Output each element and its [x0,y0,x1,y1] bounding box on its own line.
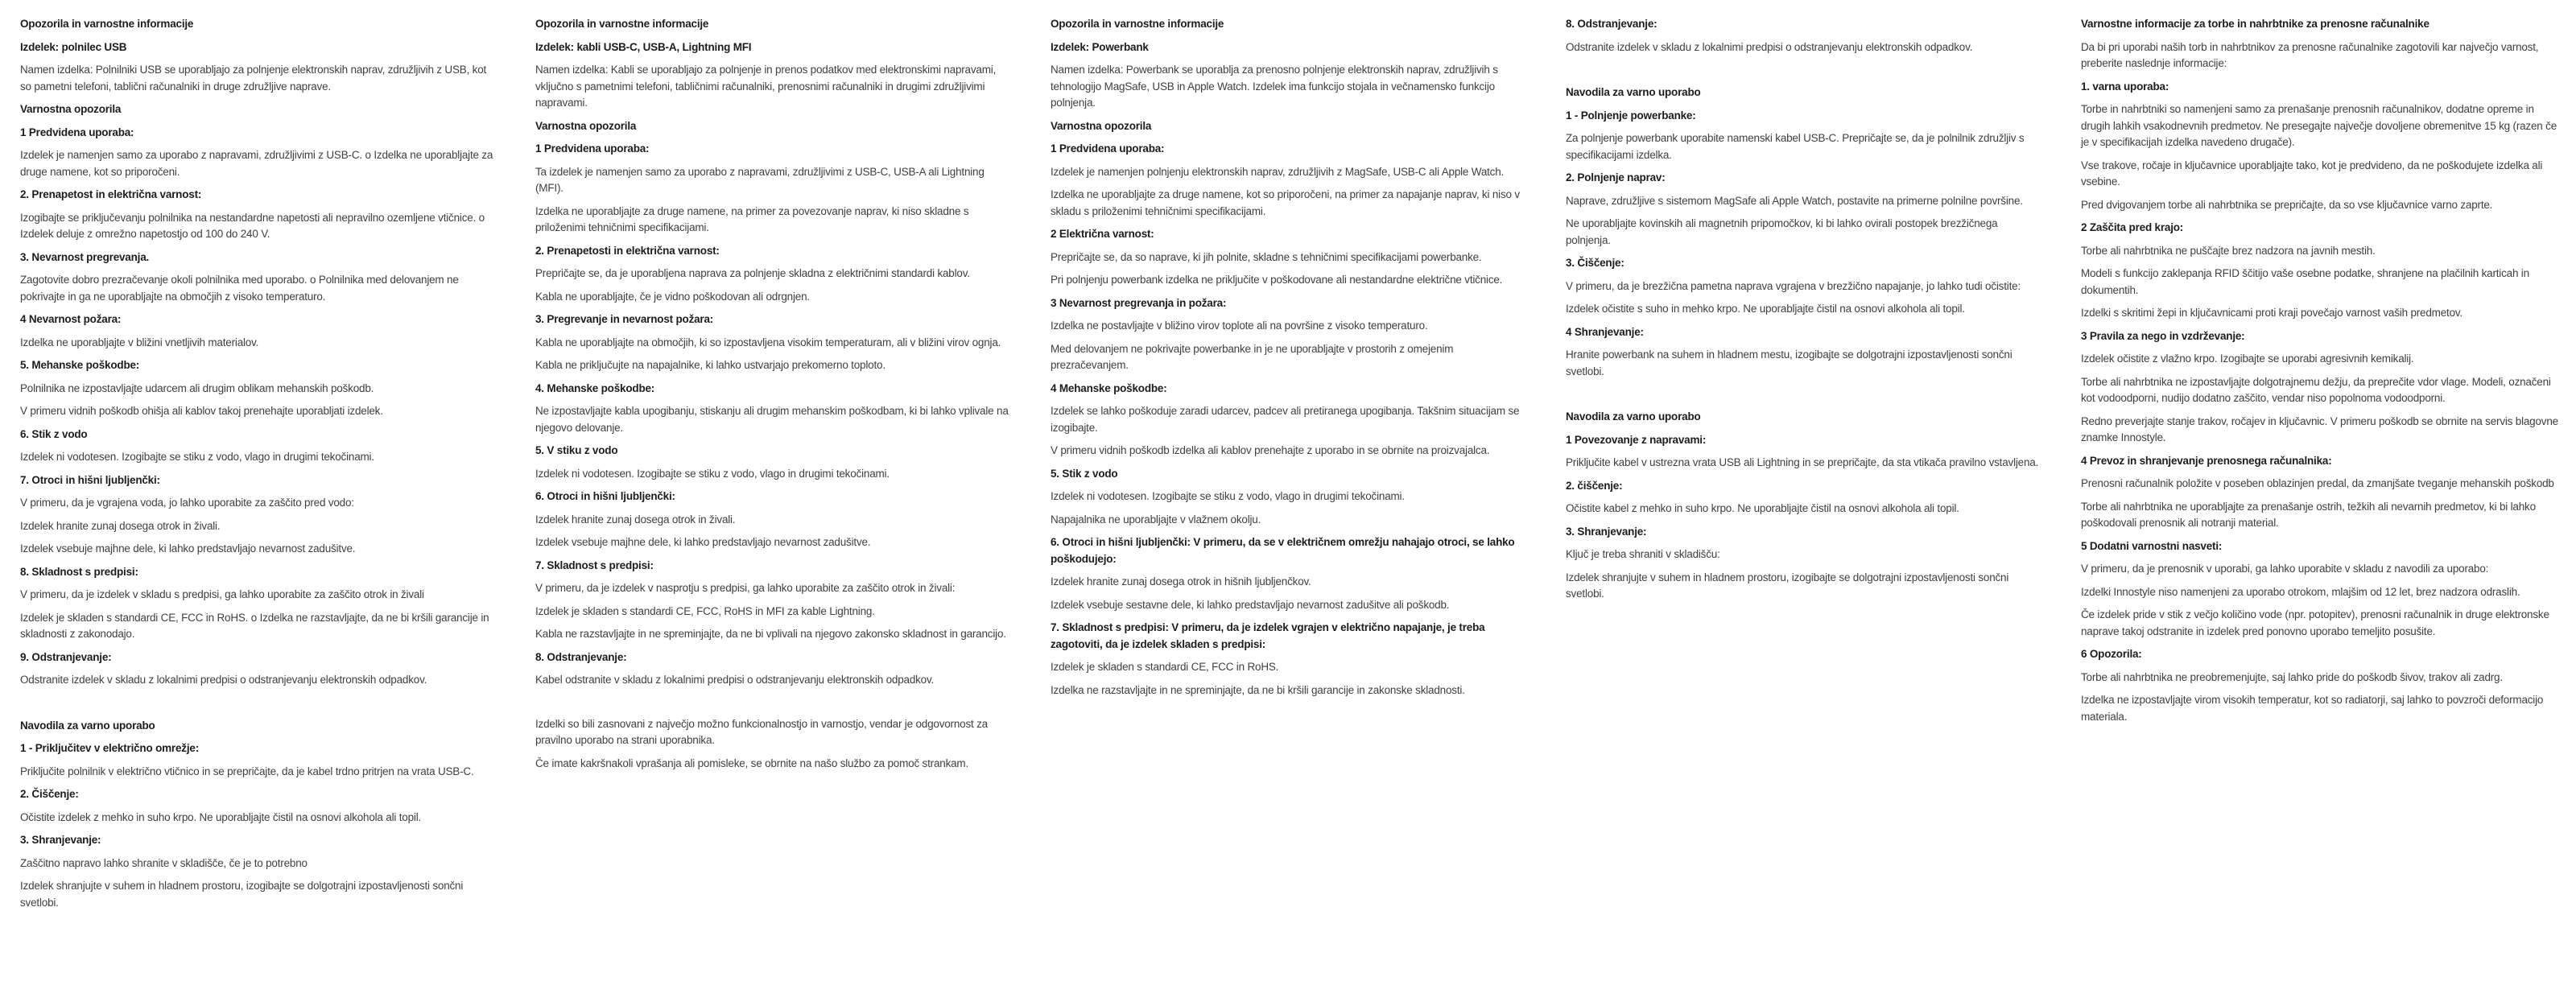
paragraph: Izdelek ni vodotesen. Izogibajte se stiku z vodo, vlago in drugimi tekočinami. [535,467,890,480]
page-title: Opozorila in varnostne informacije [535,18,709,30]
section-title: Izdelek: polnilec USB [20,40,127,53]
column-powerbank-warnings [1051,14,1528,1006]
paragraph: Izdelek je namenjen polnjenju elektronskih naprav, združljivih z MagSafe, USB-C ali Apple Watch. [1051,165,1505,178]
paragraph: Napajalnika ne uporabljajte v vlažnem okolju. [1051,513,1261,526]
item-heading: 7. Otroci in hišni ljubljenčki: [20,473,160,486]
item-heading: 1 Povezovanje z napravami: [1566,433,1707,446]
paragraph: Odstranite izdelek v skladu z lokalnimi predpisi o odstranjevanju elektronskih odpadkov. [20,674,427,686]
item-heading: 4 Mehanske poškodbe: [1051,381,1167,394]
item-heading: 6. Otroci in hišni ljubljenčki: V primeru, da se v električnem omrežju nahajajo otroci, se lahko poškodujejo: [1051,536,1515,565]
section-title: Navodila za varno uporabo [1566,410,1701,423]
paragraph: Redno preverjajte stanje trakov, ročajev in ključavnic. V primeru poškodb se obrnite na servis blagovne znamke Innostyle. [2081,414,2558,443]
paragraph: Prepričajte se, da je uporabljena naprava za polnjenje skladna z električnimi standardi kablov. [535,267,970,279]
item-heading: 1 Predvidena uporaba: [535,142,650,155]
item-heading: 5. Mehanske poškodbe: [20,359,140,371]
item-heading: 9. Odstranjevanje: [20,650,112,663]
column-usb-charger-warnings [20,14,497,1006]
item-heading: 3. Čiščenje: [1566,257,1624,269]
paragraph: Hranite powerbank na suhem in hladnem mestu, izogibajte se dolgotrajni izpostavljenosti sončni svetlobi. [1566,348,2013,377]
item-heading: 2. čiščenje: [1566,479,1623,492]
paragraph: Izdelek se lahko poškoduje zaradi udarcev, padcev ali pretiranega upogibanja. Takšnim situacijam se izogibajte. [1051,405,1520,434]
paragraph: Zagotovite dobro prezračevanje okoli polnilnika med uporabo. o Polnilnika med delovanjem ne pokrivajte in ga ne uporabljajte na območjih z visoko temperaturo. [20,274,459,303]
paragraph: Izdelek je skladen s standardi CE, FCC, RoHS in MFI za kable Lightning. [535,604,875,617]
paragraph: V primeru, da je vgrajena voda, jo lahko uporabite za zaščito pred vodo: [20,497,354,509]
paragraph: Izdelek ni vodotesen. Izogibajte se stiku z vodo, vlago in drugimi tekočinami. [1051,490,1405,502]
paragraph: Torbe in nahrbtniki so namenjeni samo za prenašanje prenosnih računalnikov, dodatne opreme in drugih lahkih vsakodnevnih predmetov. Ne presegajte največje dovoljene obremenitve 15 kg (razen če je v specifikacijah izdelka navedeno drugače). [2081,103,2557,148]
paragraph: Za polnjenje powerbank uporabite namenski kabel USB-C. Prepričajte se, da je polnilnik združljiv s specifikacijami izdelka. [1566,132,2025,161]
section-title: Izdelek: Powerbank [1051,40,1149,53]
paragraph: Kabla ne uporabljajte na območjih, ki so izpostavljena visokim temperaturam, ali v bližini virov ognja. [535,336,1001,348]
paragraph: V primeru, da je izdelek v nasprotju s predpisi, ga lahko uporabite za zaščito otrok in živali: [535,582,956,594]
section-title: Varnostna opozorila [20,103,122,115]
item-heading: 5 Dodatni varnostni nasveti: [2081,539,2223,552]
section-title: Varnostna opozorila [1051,119,1152,132]
item-heading: 3 Pravila za nego in vzdrževanje: [2081,329,2245,342]
column-powerbank-usage-continued [1566,14,2043,1006]
item-heading: 3. Shranjevanje: [20,834,101,846]
page-title: Opozorila in varnostne informacije [1051,18,1224,30]
item-heading: 2. Čiščenje: [20,788,79,800]
paragraph: V primeru vidnih poškodb ohišja ali kablov takoj prenehajte uporabljati izdelek. [20,405,383,417]
section-gap [535,695,1013,716]
item-heading: 2. Prenapetost in električna varnost: [20,188,202,200]
item-heading: 5. Stik z vodo [1051,467,1118,480]
paragraph: Torbe ali nahrbtnika ne izpostavljajte dolgotrajnemu dežju, da preprečite vdor vlage. Modeli, označeni kot vodoodporni, nudijo dodatno zaščito, vendar niso popolnoma vodoodporni. [2081,375,2551,404]
item-heading: 4 Prevoz in shranjevanje prenosnega računalnika: [2081,454,2332,467]
item-heading: 1 Predvidena uporaba: [1051,142,1165,155]
paragraph: Izdelka ne uporabljajte v bližini vnetljivih materialov. [20,336,259,348]
paragraph: Kabla ne uporabljajte, če je vidno poškodovan ali odrgnjen. [535,290,810,303]
paragraph: Izdelek hranite zunaj dosega otrok in živali. [20,519,221,532]
paragraph: Namen izdelka: Polnilniki USB se uporabljajo za polnjenje elektronskih naprav, združljivih z USB, kot so pametni telefoni, tablični računalniki in druge združljive naprave. [20,64,487,93]
item-heading: 6 Opozorila: [2081,648,2142,660]
paragraph: Izdelek hranite zunaj dosega otrok in živali. [535,513,736,526]
paragraph: Če izdelek pride v stik z večjo količino vode (npr. potopitev), prenosni računalnik in druge elektronske naprave takoj odstranite in izdelek pred ponovno uporabo temeljito posušite. [2081,608,2549,637]
column-cables-warnings [535,14,1013,1006]
paragraph: Izdelka ne postavljajte v bližino virov toplote ali na površine z visoko temperaturo. [1051,320,1428,332]
paragraph: Ne izpostavljajte kabla upogibanju, stiskanju ali drugim mehanskim poškodbam, ki bi lahko vplivale na njegovo delovanje. [535,405,1009,434]
item-heading: 8. Odstranjevanje: [535,650,627,663]
paragraph: Modeli s funkcijo zaklepanja RFID ščitijo vaše osebne podatke, shranjene na plačilnih karticah in dokumentih. [2081,267,2529,296]
paragraph: Izdelka ne uporabljajte za druge namene, kot so priporočeni, na primer za napajanje naprav, ki niso v skladu s priloženimi tehničnimi specifikacijami. [1051,188,1520,217]
paragraph: Izdelek očistite z vlažno krpo. Izogibajte se uporabi agresivnih kemikalij. [2081,353,2414,365]
item-heading: 2. Prenapetosti in električna varnost: [535,244,720,257]
paragraph: Izdelka ne izpostavljajte virom visokih temperatur, kot so radiatorji, saj lahko to povzroči deformacijo materiala. [2081,694,2544,723]
section-title: Navodila za varno uporabo [1566,86,1701,98]
paragraph: Ne uporabljajte kovinskih ali magnetnih pripomočkov, ki bi lahko ovirali postopek brezžičnega polnjenja. [1566,217,1998,246]
item-heading: 2 Zaščita pred krajo: [2081,221,2184,233]
paragraph: Izdelek vsebuje majhne dele, ki lahko predstavljajo nevarnost zadušitve. [535,536,871,548]
paragraph: Izdelek je skladen s standardi CE, FCC in RoHS. [1051,661,1279,673]
item-heading: 4 Shranjevanje: [1566,325,1644,338]
column-laptop-bags-safety [2081,14,2558,1006]
item-heading: 3. Pregrevanje in nevarnost požara: [535,313,714,325]
paragraph: V primeru, da je izdelek v skladu s predpisi, ga lahko uporabite za zaščito otrok in živali [20,588,424,600]
paragraph: Polnilnika ne izpostavljajte udarcem ali drugim oblikam mehanskih poškodb. [20,381,374,394]
item-heading: 1 - Priključitev v električno omrežje: [20,742,199,754]
section-title: Varnostna opozorila [535,119,637,132]
item-heading: 8. Odstranjevanje: [1566,18,1657,30]
paragraph: Namen izdelka: Powerbank se uporablja za prenosno polnjenje elektronskih naprav, združljivih s tehnologijo MagSafe, USB in Apple Watch. Izdelek ima funkcijo stojala in večnamensko funkcijo polnjenja. [1051,64,1498,109]
paragraph: Med delovanjem ne pokrivajte powerbanke in je ne uporabljajte v prostorih z omejenim prezračevanjem. [1051,342,1454,371]
paragraph: Prepričajte se, da so naprave, ki jih polnite, skladne s tehničnimi specifikacijami powerbanke. [1051,250,1482,263]
paragraph: Izdelka ne uporabljajte za druge namene, na primer za povezovanje naprav, ki niso skladne s priloženimi tehničnimi specifikacijami. [535,204,969,233]
page-title: Varnostne informacije za torbe in nahrbtnike za prenosne računalnike [2081,18,2429,30]
paragraph: Izdelek shranjujte v suhem in hladnem prostoru, izogibajte se dolgotrajni izpostavljenosti sončni svetlobi. [20,880,464,909]
page-title: Opozorila in varnostne informacije [20,18,194,30]
paragraph: Naprave, združljive s sistemom MagSafe ali Apple Watch, postavite na primerne polnilne površine. [1566,194,2023,207]
section-title: Navodila za varno uporabo [20,719,155,732]
item-heading: 1 - Polnjenje powerbanke: [1566,109,1696,122]
item-heading: 4 Nevarnost požara: [20,313,122,325]
paragraph: Izdelek vsebuje sestavne dele, ki lahko predstavljajo nevarnost zadušitve ali poškodb. [1051,598,1450,611]
paragraph: Izdelek je skladen s standardi CE, FCC in RoHS. o Izdelka ne razstavljajte, da ne bi kršili garancije in skladnosti z zakonodajo. [20,611,489,640]
section-gap [1566,386,2043,407]
paragraph: Izdelek je namenjen samo za uporabo z napravami, združljivimi z USB-C. o Izdelka ne uporabljajte za druge namene, kot so priporočeni. [20,149,493,178]
paragraph: Ključ je treba shraniti v skladišču: [1566,548,1720,560]
paragraph: Kabla ne razstavljajte in ne spreminjajte, da ne bi vplivali na njegovo zakonsko skladnost in garancijo. [535,628,1006,640]
paragraph: Izdelka ne razstavljajte in ne spreminjajte, da ne bi kršili garancije in zakonske skladnosti. [1051,683,1465,696]
item-heading: 7. Skladnost s predpisi: V primeru, da je izdelek vgrajen v električno napajanje, je treba zagotoviti, da je izdelek skladen s predpisi: [1051,621,1485,650]
paragraph: Priključite kabel v ustrezna vrata USB ali Lightning in se prepričajte, da sta vtikača pravilno vstavljena. [1566,456,2039,468]
paragraph: Zaščitno napravo lahko shranite v skladišče, če je to potrebno [20,856,308,869]
paragraph: Torbe ali nahrbtnika ne uporabljajte za prenašanje ostrih, težkih ali nevarnih predmetov, ki bi lahko poškodovali prenosnik ali notranji material. [2081,500,2536,529]
item-heading: 2. Polnjenje naprav: [1566,171,1666,183]
paragraph: Pred dvigovanjem torbe ali nahrbtnika se prepričajte, da so vse ključavnice varno zaprte. [2081,198,2493,211]
paragraph: Odstranite izdelek v skladu z lokalnimi predpisi o odstranjevanju elektronskih odpadkov. [1566,40,1973,53]
paragraph: Torbe ali nahrbtnika ne preobremenjujte, saj lahko pride do poškodb šivov, trakov ali zadrg. [2081,670,2503,683]
item-heading: 1 Predvidena uporaba: [20,126,134,138]
paragraph: Izdelki so bili zasnovani z največjo možno funkcionalnostjo in varnostjo, vendar je odgovornost za pravilno uporabo na strani uporabnika. [535,717,988,746]
paragraph: Vse trakove, ročaje in ključavnice uporabljajte tako, kot je predvideno, da ne poškodujete izdelka ali vsebine. [2081,159,2543,188]
paragraph: V primeru vidnih poškodb izdelka ali kablov prenehajte z uporabo in se obrnite na proizvajalca. [1051,444,1490,456]
paragraph: Izogibajte se priključevanju polnilnika na nestandardne napetosti ali nepravilno ozemljene vtičnice. o Izdelek deluje z omrežno napetostjo od 100 do 240 V. [20,211,485,240]
item-heading: 2 Električna varnost: [1051,228,1154,240]
paragraph: Namen izdelka: Kabli se uporabljajo za polnjenje in prenos podatkov med elektronskimi napravami, vključno s pametnimi telefoni, tabličnimi računalniki, prenosnimi računalniki in drugimi združljivimi napravami. [535,64,997,109]
paragraph: Ta izdelek je namenjen samo za uporabo z napravami, združljivimi z USB-C, USB-A ali Lightning (MFI). [535,165,985,194]
item-heading: 8. Skladnost s predpisi: [20,565,138,578]
section-gap [1566,62,2043,83]
section-title: Izdelek: kabli USB-C, USB-A, Lightning MFI [535,40,752,53]
paragraph: V primeru, da je brezžična pametna naprava vgrajena v brezžično napajanje, jo lahko tudi očistite: [1566,279,2021,292]
item-heading: 3. Shranjevanje: [1566,525,1647,538]
paragraph: Kabel odstranite v skladu z lokalnimi predpisi o odstranjevanju elektronskih odpadkov. [535,674,935,686]
item-heading: 3. Nevarnost pregrevanja. [20,250,150,263]
item-heading: 7. Skladnost s predpisi: [535,559,654,571]
paragraph: Prenosni računalnik položite v poseben oblazinjen predal, da zmanjšate tveganje mehanskih poškodb [2081,477,2554,489]
paragraph: Priključite polnilnik v električno vtičnico in se prepričajte, da je kabel trdno pritrjen na vrata USB-C. [20,765,474,777]
paragraph: Kabla ne priključujte na napajalnike, ki lahko ustvarjajo prekomerno toploto. [535,359,886,371]
paragraph: Izdelki Innostyle niso namenjeni za uporabo otrokom, mlajšim od 12 let, brez nadzora odraslih. [2081,585,2520,598]
paragraph: Izdelek vsebuje majhne dele, ki lahko predstavljajo nevarnost zadušitve. [20,542,356,555]
item-heading: 6. Stik z vodo [20,427,88,440]
paragraph: Izdelek očistite s suho in mehko krpo. Ne uporabljajte čistil na osnovi alkohola ali topil. [1566,303,1965,315]
paragraph: Očistite kabel z mehko in suho krpo. Ne uporabljajte čistil na osnovi alkohola ali topil. [1566,502,1959,514]
paragraph: Izdelki s skritimi žepi in ključavnicami proti kraji povečajo varnost vaših predmetov. [2081,307,2462,319]
paragraph: Da bi pri uporabi naših torb in nahrbtnikov za prenosne računalnike zagotovili kar največjo varnost, preberite naslednje informacije: [2081,40,2539,69]
item-heading: 4. Mehanske poškodbe: [535,381,655,394]
paragraph: Izdelek shranjujte v suhem in hladnem prostoru, izogibajte se dolgotrajni izpostavljenosti sončni svetlobi. [1566,571,2009,600]
item-heading: 5. V stiku z vodo [535,444,618,456]
paragraph: Izdelek ni vodotesen. Izogibajte se stiku z vodo, vlago in drugimi tekočinami. [20,451,374,463]
item-heading: 3 Nevarnost pregrevanja in požara: [1051,296,1227,309]
paragraph: Pri polnjenju powerbank izdelka ne priključite v poškodovane ali nestandardne električne vtičnice. [1051,274,1503,286]
paragraph: Torbe ali nahrbtnika ne puščajte brez nadzora na javnih mestih. [2081,244,2376,257]
paragraph: Izdelek hranite zunaj dosega otrok in hišnih ljubljenčkov. [1051,575,1311,588]
paragraph: Očistite izdelek z mehko in suho krpo. Ne uporabljajte čistil na osnovi alkohola ali topil. [20,810,422,823]
item-heading: 1. varna uporaba: [2081,80,2169,93]
paragraph: V primeru, da je prenosnik v uporabi, ga lahko uporabite v skladu z navodili za uporabo: [2081,563,2489,575]
paragraph: Če imate kakršnakoli vprašanja ali pomisleke, se obrnite na našo službo za pomoč strankam. [535,757,969,769]
section-gap [20,695,497,716]
item-heading: 6. Otroci in hišni ljubljenčki: [535,490,675,502]
